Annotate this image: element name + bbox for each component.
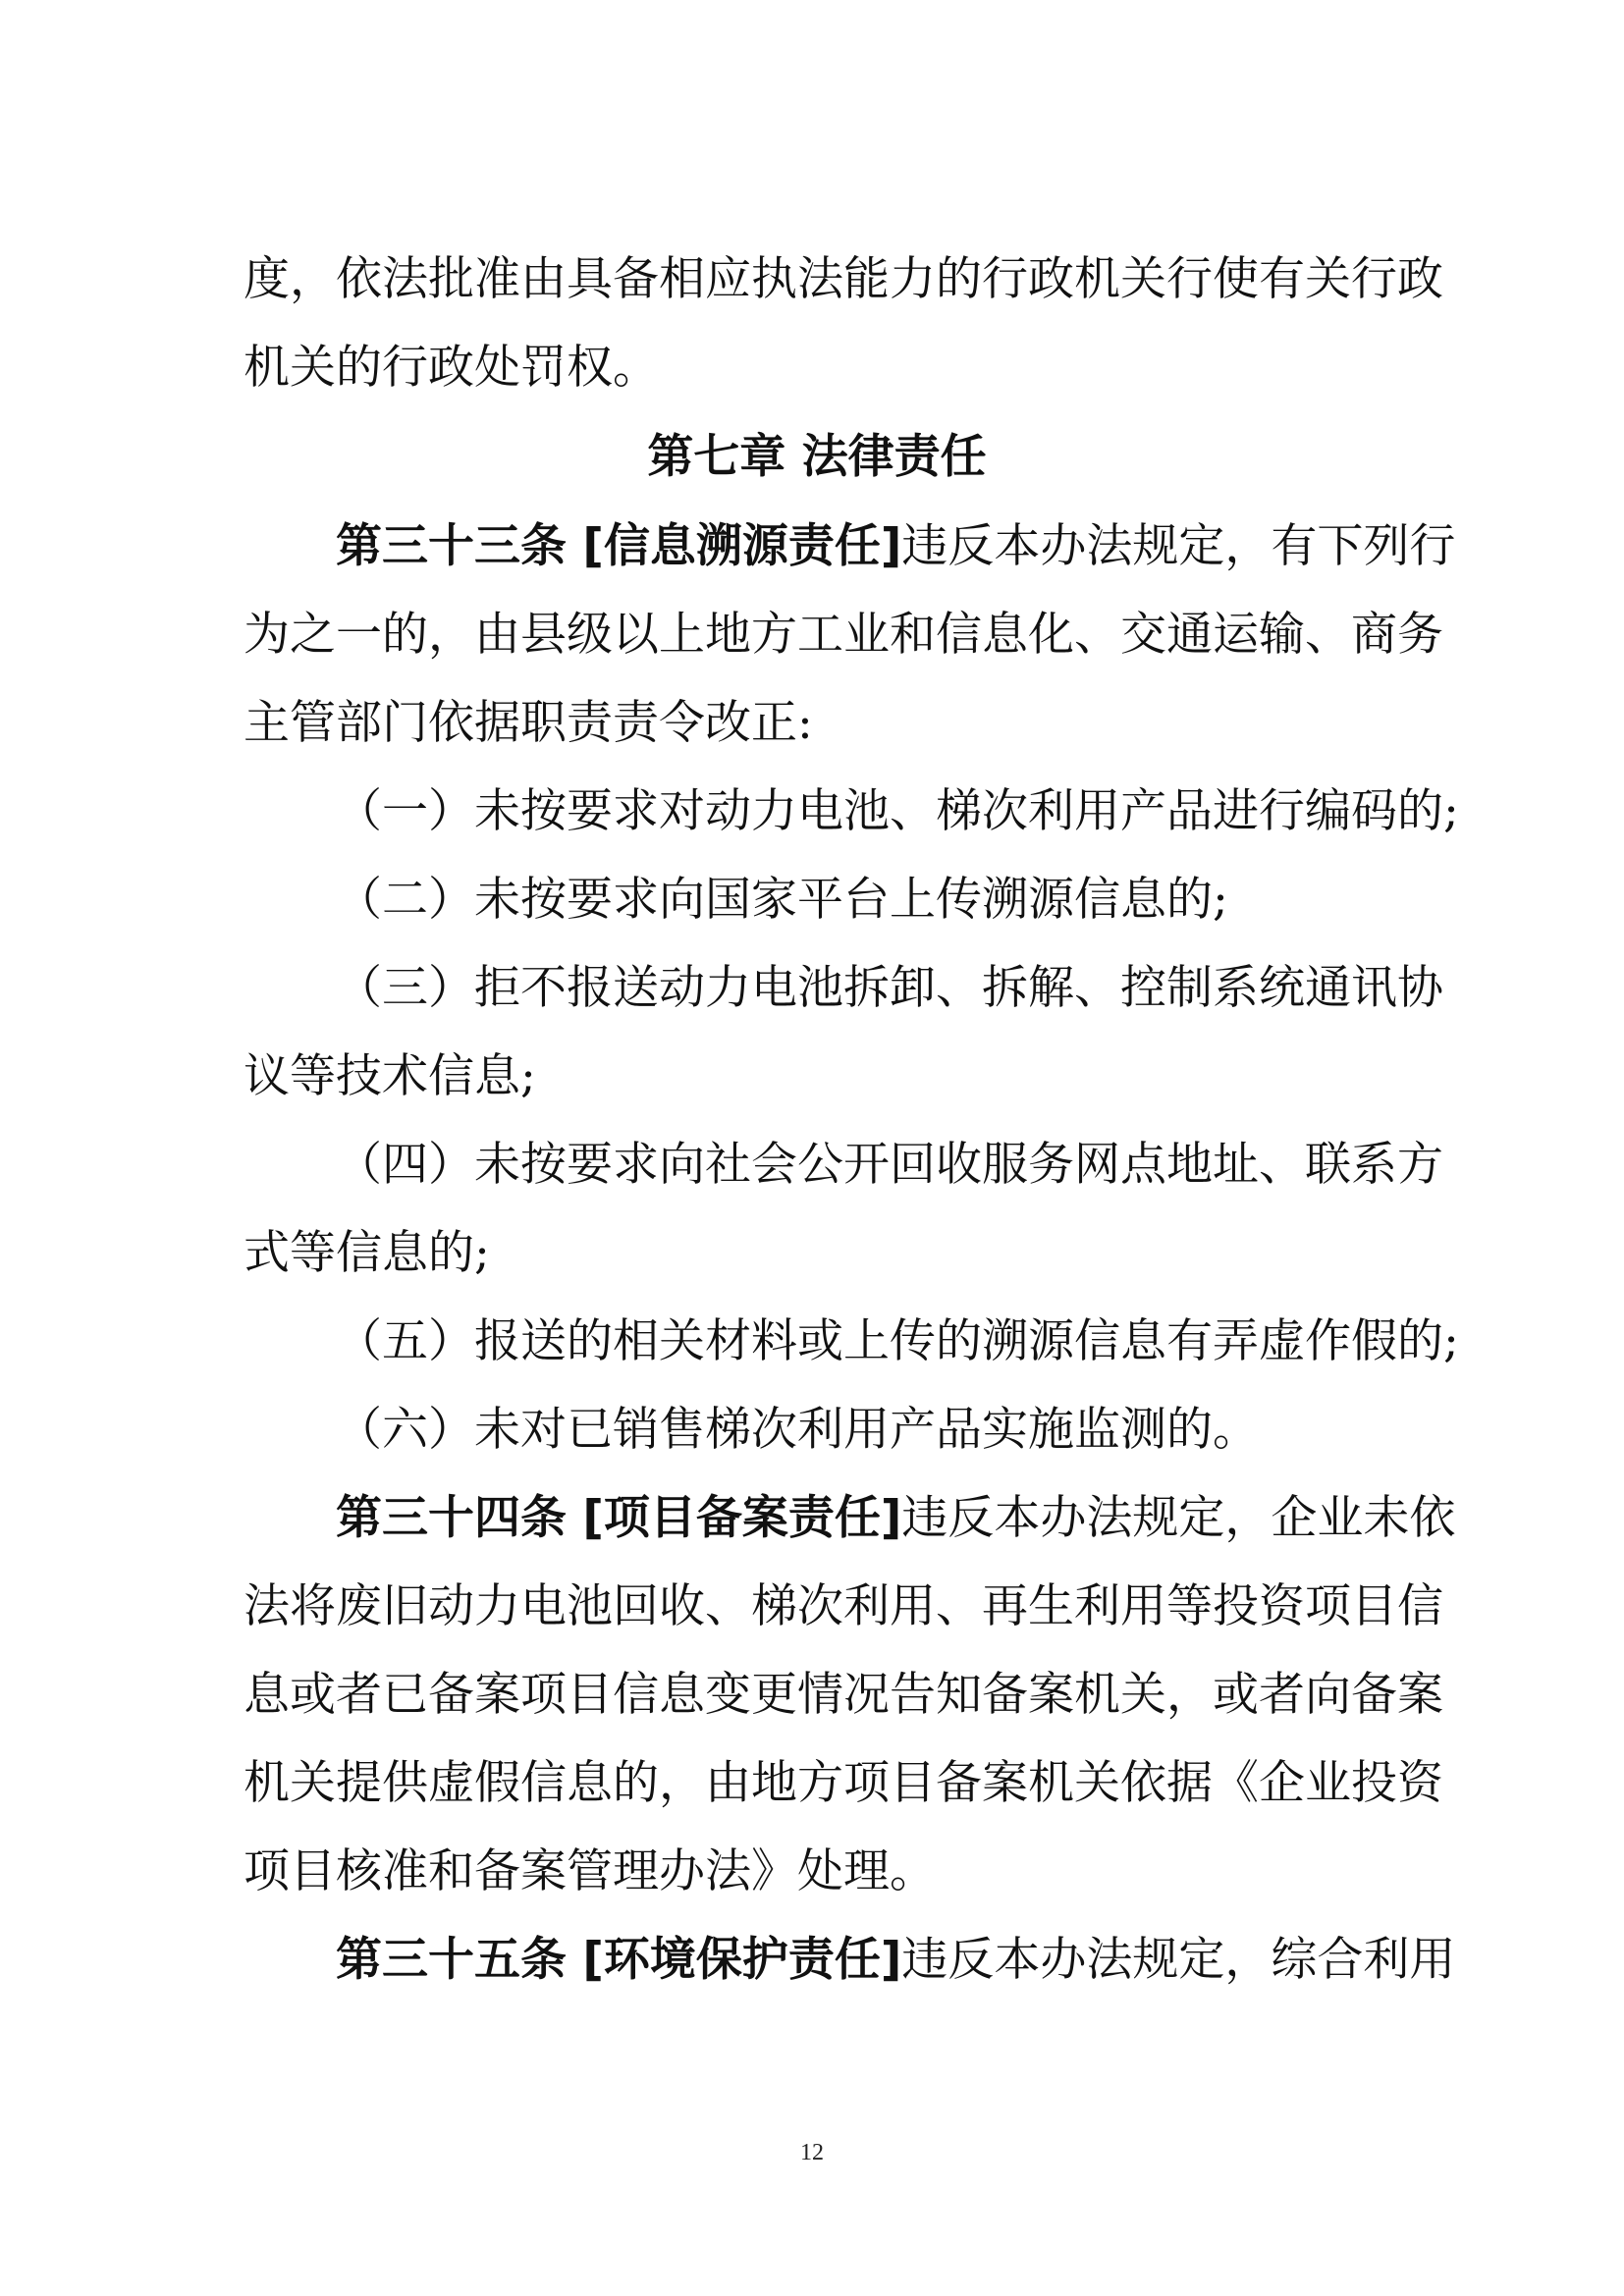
article-33-line-1 <box>244 503 1456 591</box>
article-34-line-1 <box>244 1474 1456 1563</box>
list-item: （三）拒不报送动力电池拆卸、拆解、控制系统通讯协 <box>336 961 1443 1015</box>
article-35-line-1 <box>244 1916 1456 2004</box>
list-item: （二）未按要求向国家平台上传溯源信息的; <box>336 873 1228 927</box>
list-item: （一）未按要求对动力电池、梯次利用产品进行编码的; <box>336 784 1459 838</box>
article-35-heading: 第三十五条 [环境保护责任] <box>336 1933 902 1987</box>
article-34-text: 违反本办法规定，企业未依 <box>901 1491 1456 1545</box>
list-item: （五）报送的相关材料或上传的溯源信息有弄虚作假的; <box>336 1314 1459 1368</box>
text-line: 主管部门依据职责责令改正: <box>244 696 813 750</box>
chapter-title: 第七章 法律责任 <box>647 430 987 484</box>
text-line: 法将废旧动力电池回收、梯次利用、再生利用等投资项目信 <box>244 1579 1443 1633</box>
list-item-continuation: 式等信息的; <box>244 1226 490 1280</box>
list-item: （四）未按要求向社会公开回收服务网点地址、联系方 <box>336 1138 1443 1192</box>
text-line: 为之一的，由县级以上地方工业和信息化、交通运输、商务 <box>244 608 1443 662</box>
page-number: 12 <box>800 2140 824 2165</box>
list-item: （六）未对已销售梯次利用产品实施监测的。 <box>336 1403 1259 1457</box>
text-line: 度，依法批准由具备相应执法能力的行政机关行使有关行政 <box>244 252 1443 306</box>
text-line: 息或者已备案项目信息变更情况告知备案机关，或者向备案 <box>244 1668 1443 1722</box>
text-line: 项目核准和备案管理办法》处理。 <box>244 1844 936 1898</box>
text-line: 机关的行政处罚权。 <box>244 341 659 395</box>
article-33-heading: 第三十三条 [信息溯源责任] <box>336 519 902 573</box>
page-content <box>244 236 1459 2004</box>
list-item-continuation: 议等技术信息; <box>244 1049 536 1103</box>
article-34-heading: 第三十四条 [项目备案责任] <box>336 1491 902 1545</box>
article-35-text: 违反本办法规定，综合利用 <box>901 1933 1456 1987</box>
text-line: 机关提供虚假信息的，由地方项目备案机关依据《企业投资 <box>244 1756 1443 1810</box>
article-33-text: 违反本办法规定，有下列行 <box>901 519 1456 573</box>
